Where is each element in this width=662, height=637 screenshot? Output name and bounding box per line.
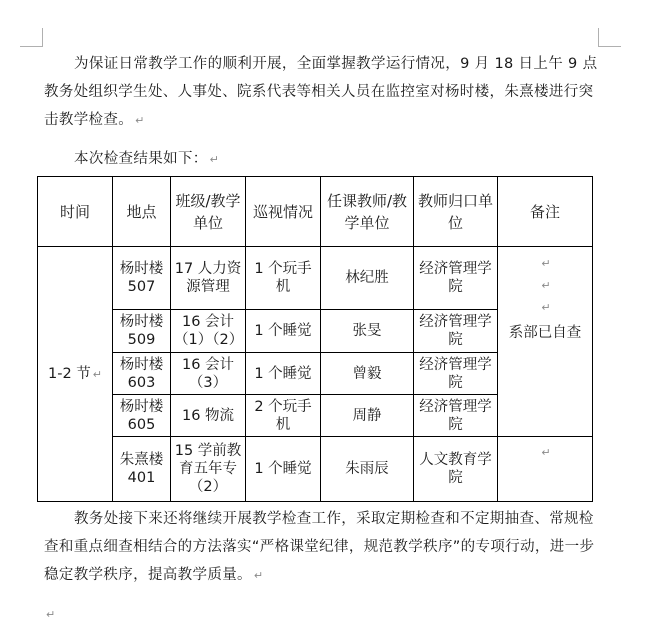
- status-cell: 2 个玩手机: [246, 395, 321, 437]
- paragraph-mark-icon: ↵: [209, 153, 220, 166]
- paragraph-mark-icon: ↵: [541, 301, 551, 314]
- class-cell: 16 会计（1）（2）: [171, 310, 246, 353]
- header-teacher: 任课教师/教学单位: [321, 177, 414, 247]
- note-cell-empty: [498, 437, 593, 502]
- teacher-cell: 朱雨辰: [321, 437, 414, 502]
- teacher-cell: 张旻: [321, 310, 414, 353]
- paragraph-mark-icon: ↵: [541, 279, 551, 292]
- class-cell: 16 会计（3）: [171, 353, 246, 395]
- header-location: 地点: [113, 177, 171, 247]
- location-cell: 杨时楼 509: [113, 310, 171, 353]
- paragraph-mark-icon: ↵: [92, 367, 102, 381]
- status-cell: 1 个玩手机: [246, 247, 321, 310]
- teacher-cell: 周静: [321, 395, 414, 437]
- paragraph-mark-icon: ↵: [541, 446, 551, 459]
- unit-cell: 经济管理学院: [414, 247, 498, 310]
- status-cell: 1 个睡觉: [246, 437, 321, 502]
- result-heading: 本次检查结果如下： ↵: [74, 151, 220, 167]
- closing-paragraph: 教务处接下来还将继续开展教学检查工作，采取定期检查和不定期抽查、常规检查和重点细查相结合的方法落实“严格课堂纪律，规范教学秩序”的专项行动，进一步稳定教学秩序，提高教学质量。 ↵: [44, 511, 595, 583]
- inspection-table: [37, 176, 593, 502]
- intro-paragraph: 为保证日常教学工作的顺利开展，全面掌握教学运行情况，9 月 18 日上午 9 点教务处组织学生处、人事处、院系代表等相关人员在监控室对杨时楼，朱熹楼进行突击教学检查。 ↵: [44, 56, 598, 128]
- header-time: 时间: [38, 177, 113, 247]
- header-status: 巡视情况: [246, 177, 321, 247]
- paragraph-mark-icon: ↵: [253, 569, 264, 582]
- paragraph-mark-icon: ↵: [46, 608, 56, 621]
- unit-cell: 经济管理学院: [414, 353, 498, 395]
- time-cell: 1-2 节 ↵: [38, 247, 113, 502]
- location-cell: 杨时楼 603: [113, 353, 171, 395]
- teacher-cell: 曾毅: [321, 353, 414, 395]
- teacher-cell: 林纪胜: [321, 247, 414, 310]
- paragraph-mark-icon: ↵: [135, 114, 145, 127]
- note-text: 系部已自查: [508, 325, 582, 341]
- page-corner-top-right: [598, 28, 621, 47]
- empty-paragraph-marks: [498, 253, 592, 319]
- unit-cell: 人文教育学院: [414, 437, 498, 502]
- location-cell: 杨时楼 605: [113, 395, 171, 437]
- location-cell: 朱熹楼 401: [113, 437, 171, 502]
- table-header-row: [38, 177, 593, 247]
- header-class: 班级/教学单位: [171, 177, 246, 247]
- table-row: [38, 247, 593, 310]
- status-cell: 1 个睡觉: [246, 353, 321, 395]
- paragraph-mark-icon: ↵: [541, 257, 551, 270]
- page-corner-top-left: [20, 28, 43, 47]
- unit-cell: 经济管理学院: [414, 395, 498, 437]
- table-row: [38, 437, 593, 502]
- location-cell: 杨时楼 507: [113, 247, 171, 310]
- class-cell: 15 学前教育五年专（2）: [171, 437, 246, 502]
- header-unit: 教师归口单位: [414, 177, 498, 247]
- class-cell: 17 人力资源管理: [171, 247, 246, 310]
- unit-cell: 经济管理学院: [414, 310, 498, 353]
- header-note: 备注: [498, 177, 593, 247]
- class-cell: 16 物流: [171, 395, 246, 437]
- status-cell: 1 个睡觉: [246, 310, 321, 353]
- note-cell: [498, 247, 593, 437]
